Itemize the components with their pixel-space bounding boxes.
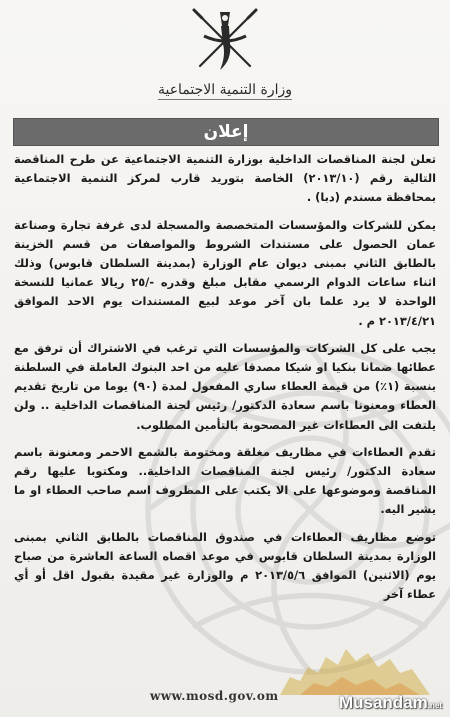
masthead [0,4,450,110]
footer [0,677,450,717]
brand-suffix: .net [427,701,442,710]
paragraph-deadline: توضع مظاريف العطاءات في صندوق المناقصات بالطابق الثاني بمبنى الوزارة بمدينة السلطان قابوس في موعد اقصاه الساعة العاشرة من صباح يوم (الاثنين) الموافق ٢٠١٣/٥/٦ م والوزارة غير مقيدة بقبول اقل أو أي عطاء آخر [14,529,436,602]
musandam-watermark-logo [339,693,442,713]
paragraph-documents: يمكن للشركات والمؤسسات المتخصصة والمسجلة لدى غرفة تجارة وصناعة عمان الحصول على مستندات الشروط والمواصفات من قسم الخزينة بالطابق الثاني بمبنى ديوان عام الوزارة (بمدينة السلطان قابوس) وذلك اثناء ساعات الدوام الرسمي مقابل مبلغ وقدره -/٢٥ ريالا عمانيا للنسخة الواحدة لا يرد علما بان آخر موعد لبيع المستندات يوم الاحد الموافق ٢٠١٣/٤/٢١ م . [14,217,436,328]
ministry-website[interactable]: www.mosd.gov.om [150,689,279,703]
paragraph-tender-announcement: تعلن لجنة المناقصات الداخلية بوزارة التنمية الاجتماعية عن طرح المناقصة التالية رقم (٢٠١٣/١٠) الخاصة بتوريد قارب لمركز التنمية الاجتماعية بمحافظة مسندم (دبا) . [14,152,437,205]
paragraph-guarantee: يجب على كل الشركات والمؤسسات التي ترغب في الاشتراك أن ترفق مع عطائها ضمانا بنكيا او شيكا مصدقا عليه من احد البنوك العاملة في السلطنة بنسبة (١٪) من قيمة العطاء ساري المفعول لمدة (٩٠) يوما من تاريخ تقديم العطاء ومعنونا باسم سعادة الدكتور/ رئيس لجنة المناقصات الداخلية .. ولن يلتفت الى العطاءات غير المصحوبة بالتأمين المطلوب. [14,340,436,432]
ministry-name: وزارة التنمية الاجتماعية [157,82,293,98]
announcement-title: إعلان [13,118,439,146]
brand-name: Musandam [338,693,428,712]
oman-khanjar-emblem-icon [190,4,260,80]
announcement-body [14,150,436,612]
paragraph-submission: تقدم العطاءات في مظاريف مغلقة ومختومة بالشمع الاحمر ومعنونة باسم سعادة الدكتور/ رئيس لجنة المناقصات الداخلية.. ومكتوبا عليها رقم المناقصة وموضوعها على الا يكتب على المظروف اسم صاحب العطاء او ما يشير اليه. [14,444,436,517]
